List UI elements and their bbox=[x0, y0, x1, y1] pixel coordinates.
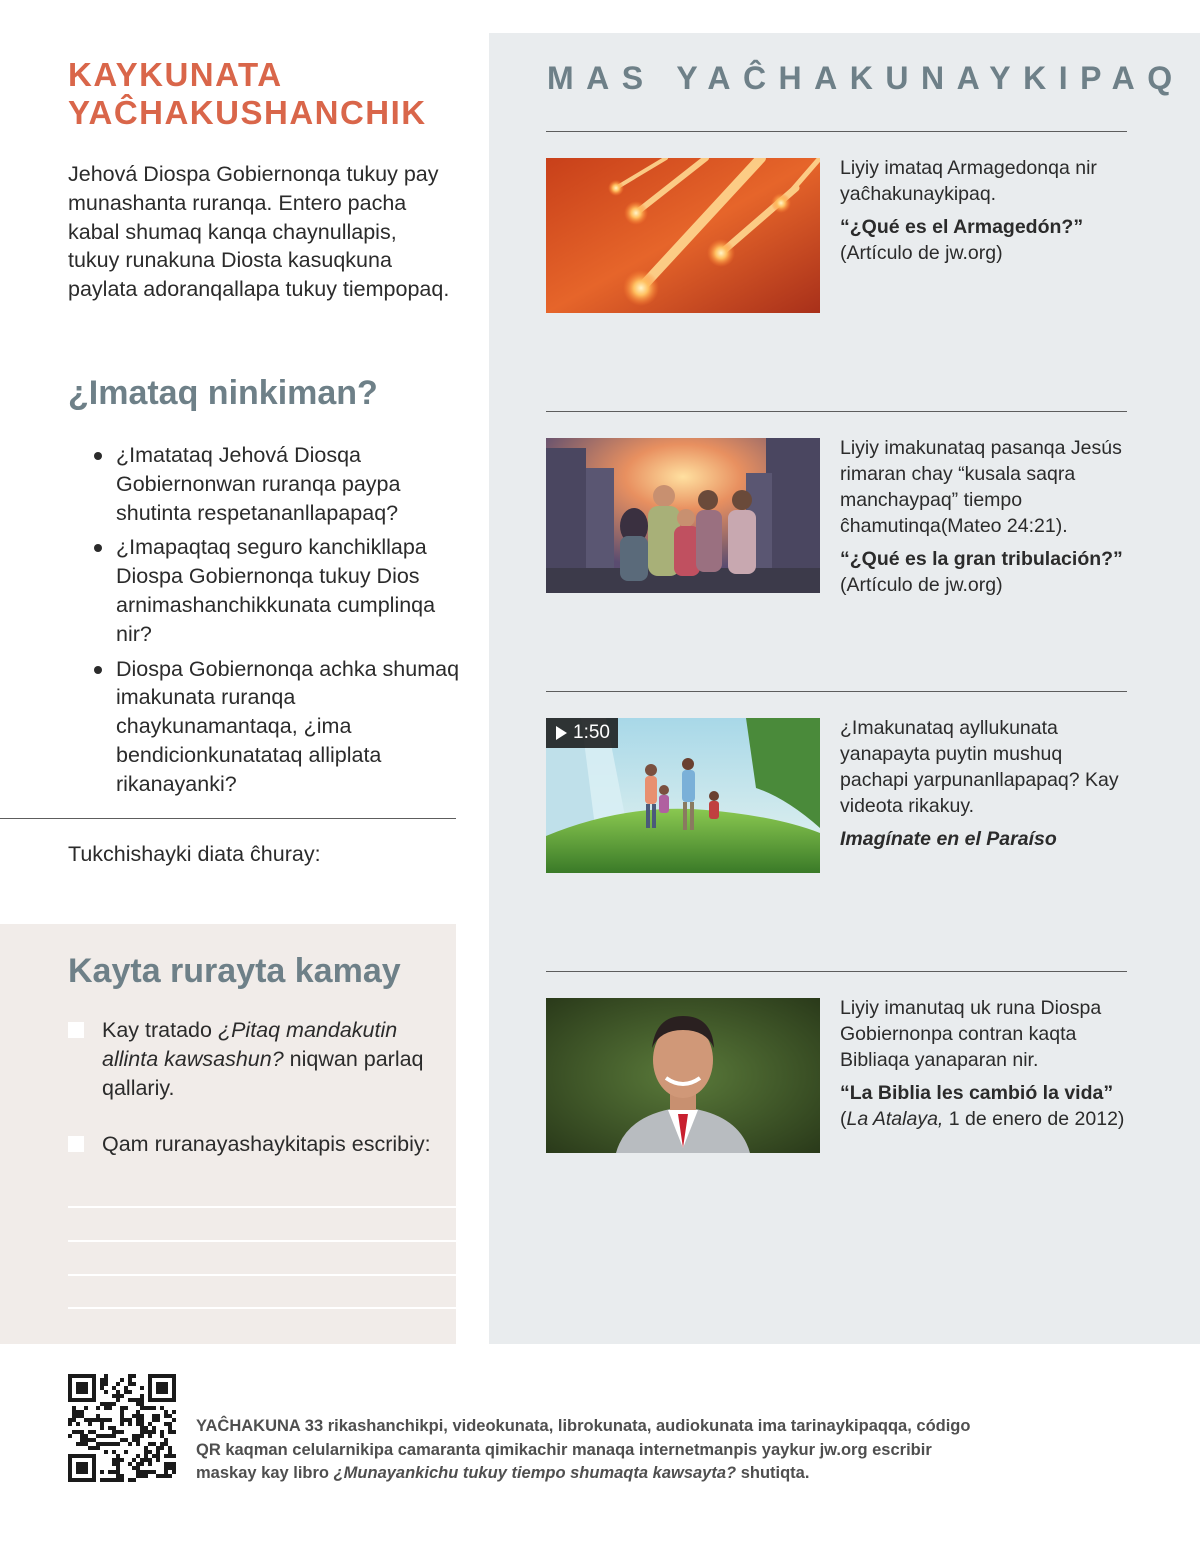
question-item: ¿Imapaqtaq seguro kanchikllapa Diospa Gobiernonqa tukuy Dios arnimashanchikkunata cumplinqa nir? bbox=[92, 533, 462, 648]
summary-title-line1: KAYKUNATA bbox=[68, 56, 283, 93]
qr-code[interactable] bbox=[68, 1374, 176, 1482]
play-icon bbox=[556, 726, 567, 740]
book-title: ¿Munayankichu tukuy tiempo shumaqta kawsayta? bbox=[333, 1464, 737, 1482]
write-line[interactable] bbox=[68, 1240, 456, 1242]
meteors-illustration bbox=[546, 158, 820, 313]
resource-description: ¿Imakunataq ayllukunata yanapayta puytin mushuq pachapi yarpunanllapapaq? Kay videota rikakuy. bbox=[840, 717, 1119, 817]
man-portrait-image[interactable] bbox=[546, 998, 820, 1153]
resource-description: Liyiy imataq Armagedonqa nir yaĉhakunaykipaq. bbox=[840, 157, 1097, 205]
summary-text: Jehová Diospa Gobiernonqa tukuy pay munashanta ruranqa. Entero pacha kabal shumaq kanqa chaynullapis, tukuy runakuna Diosta kasuqkuna paylata adoranqallapa tukuy tiempopaq. bbox=[68, 162, 450, 302]
write-line[interactable] bbox=[68, 1307, 456, 1309]
divider bbox=[546, 131, 1127, 132]
divider bbox=[546, 691, 1127, 692]
footer-text bbox=[196, 1415, 996, 1486]
more-title: MAS YAĈHAKUNAYKIPAQ bbox=[547, 60, 1185, 96]
paradise-video-thumbnail[interactable] bbox=[546, 718, 820, 873]
resource-title[interactable]: “¿Qué es la gran tribulación?” bbox=[840, 548, 1123, 570]
question-item: Diospa Gobiernonqa achka shumaq imakunata ruranqa chaykunamantaqa, ¿ima bendicionkunatataq alliplata rikanayanki? bbox=[92, 655, 462, 799]
resource-description: Liyiy imanutaq uk runa Diospa Gobiernonpa contran kaqta Bibliaqa yanaparan nir. bbox=[840, 997, 1102, 1071]
video-duration: 1:50 bbox=[573, 722, 610, 743]
resource-source: (Artículo de jw.org) bbox=[840, 242, 1003, 264]
resource-source: (Artículo de jw.org) bbox=[840, 574, 1003, 596]
resource-source bbox=[840, 1106, 1135, 1132]
divider bbox=[546, 411, 1127, 412]
questions-list bbox=[92, 441, 462, 805]
resource-paradise-video bbox=[840, 715, 1135, 852]
next-visit-option-custom bbox=[68, 1130, 438, 1159]
summary-title bbox=[68, 56, 458, 132]
resource-armageddon bbox=[840, 155, 1135, 266]
divider bbox=[546, 971, 1127, 972]
question-item: ¿Imatataq Jehová Diosqa Gobiernonwan ruranqa paypa shutinta respetananllapapaq? bbox=[92, 441, 462, 527]
meteors-image[interactable] bbox=[546, 158, 820, 313]
next-visit-panel bbox=[0, 924, 456, 1344]
source-publication: La Atalaya, bbox=[846, 1108, 944, 1130]
option-text bbox=[68, 1016, 438, 1102]
resource-description: Liyiy imakunataq pasanqa Jesús rimaran chay “kusala saqra manchaypaq” tiempo ĉhamutinqa(Mateo 24:21). bbox=[840, 437, 1122, 537]
family-tribulation-image[interactable] bbox=[546, 438, 820, 593]
resource-title[interactable]: “La Biblia les cambió la vida” bbox=[840, 1082, 1114, 1104]
checkbox[interactable] bbox=[68, 1022, 84, 1038]
divider bbox=[0, 818, 456, 819]
resource-great-tribulation bbox=[840, 435, 1135, 598]
resource-title[interactable]: “¿Qué es el Armagedón?” bbox=[840, 216, 1084, 238]
tract-title: ¿Pitaq mandakutin allinta kawsashun? bbox=[102, 1018, 398, 1071]
video-duration-badge bbox=[546, 718, 618, 748]
summary-title-line2: YAĈHAKUSHANCHIK bbox=[68, 94, 427, 131]
resource-bible-changed-lives bbox=[840, 995, 1135, 1132]
qr-code-graphic bbox=[68, 1374, 176, 1482]
option-text-suffix: niqwan parlaq qallariy. bbox=[102, 1046, 424, 1100]
source-paren: ( bbox=[840, 1108, 847, 1130]
questions-title: ¿Imataq ninkiman? bbox=[68, 374, 378, 412]
favorite-verse-label: Tukchishayki diata ĉhuray: bbox=[68, 842, 321, 866]
next-visit-title: Kayta rurayta kamay bbox=[68, 952, 401, 990]
footer-text-end: shutiqta. bbox=[736, 1464, 810, 1482]
write-line[interactable] bbox=[68, 1274, 456, 1276]
man-portrait bbox=[546, 998, 820, 1153]
more-learning-panel bbox=[489, 33, 1200, 1344]
write-line[interactable] bbox=[68, 1206, 456, 1208]
source-date: 1 de enero de 2012) bbox=[943, 1108, 1125, 1130]
option-text-prefix: Kay tratado bbox=[102, 1018, 218, 1042]
footer-text-main: YAĈHAKUNA 33 rikashanchikpi, videokunata, librokunata, audiokunata ima tarinaykipaqqa, código QR kaqman celularnikipa camaranta qimikachir manaqa internetmanpis yaykur jw.org escribir maskay kay libro bbox=[196, 1417, 971, 1482]
option-text: Qam ruranayashaykitapis escribiy: bbox=[102, 1132, 431, 1156]
family-illustration bbox=[546, 438, 820, 593]
next-visit-option-tract bbox=[68, 1016, 438, 1102]
checkbox[interactable] bbox=[68, 1136, 84, 1152]
resource-title[interactable]: Imagínate en el Paraíso bbox=[840, 828, 1057, 850]
